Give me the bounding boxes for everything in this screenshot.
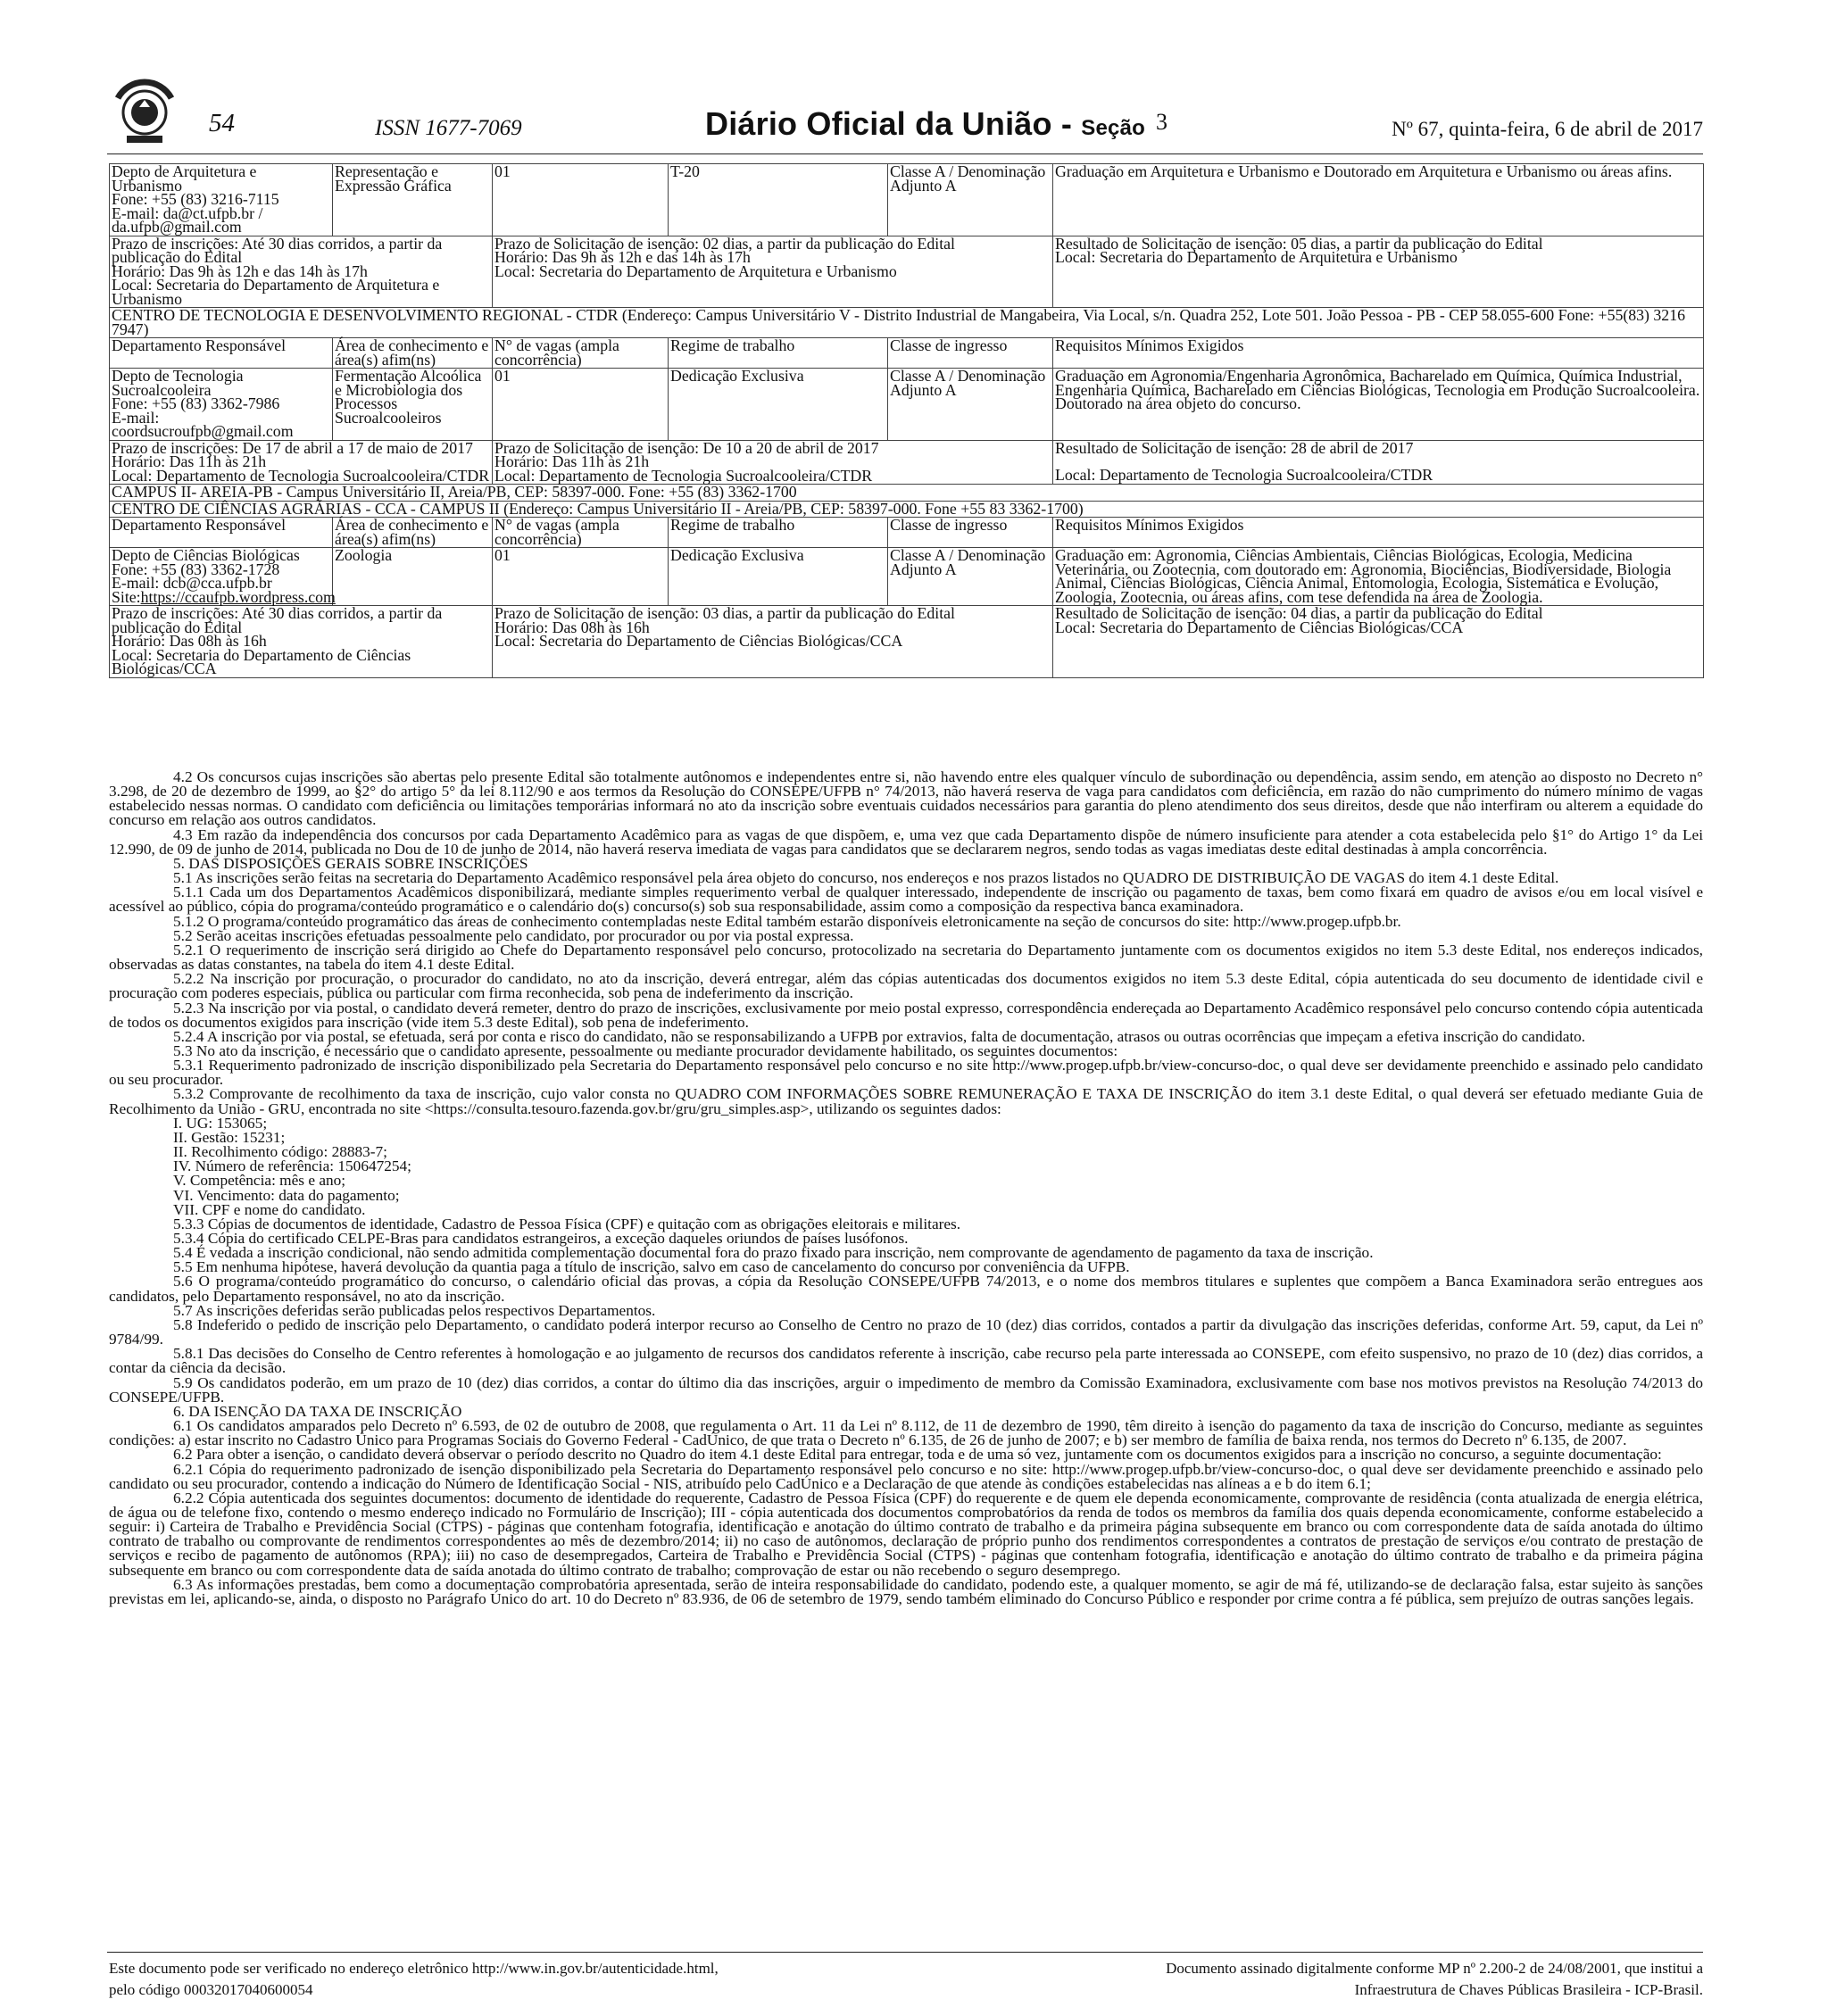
journal-title-text: Diário Oficial da União - [705, 105, 1082, 142]
dept-cell [110, 546, 336, 606]
campus-ii-cell: CAMPUS II- AREIA-PB - Campus Universitário II, Areia/PB, CEP: 58397-000. Fone: +55 (83) 3362-1700 [110, 485, 1704, 502]
paragraph: 5.1.1 Cada um dos Departamentos Acadêmicos disponibilizará, mediante simples requerimento verbal de qualquer interessado, independente de inscrição ou pagamento de taxas, bem como fixará em quadro de avisos e/ou em local visível e acessível ao público, cópia do programa/conteúdo programático e o calendário do(s) concurso(s) sob sua responsabilidade, assim como a composição da respectiva banca examinadora. [109, 884, 1703, 916]
col-header-vagas: N° de vagas (ampla concorrência) [493, 338, 669, 369]
local-line: Local: Secretaria do Departamento de Arquitetura e Urbanismo [112, 276, 440, 308]
paragraph: 5.1 As inscrições serão feitas na secretaria do Departamento Acadêmico responsável pela área objeto do concurso, nos endereços e nos prazos listados no QUADRO DE DISTRIBUIÇÃO DE VAGAS do item 4.1 deste Edital. [173, 869, 1559, 887]
paragraph: 5.3.3 Cópias de documentos de identidade, Cadastro de Pessoa Física (CPF) e quitação com as obrigações eleitorais e militares. [173, 1215, 961, 1232]
footer-signature-line: Documento assinado digitalmente conforme MP nº 2.200-2 de 24/08/2001, que institui a [1166, 1960, 1703, 1977]
table-row [110, 501, 1704, 518]
requisitos-cell: Graduação em Agronomia/Engenharia Agronômica, Bacharelado em Química, Química Industrial, Engenharia Química, Bacharelado em Ciências Biológicas, Tecnologia em Produção Sucroalcooleira. Doutorado na área objeto do concurso. [1053, 369, 1704, 441]
paragraph: 5.2.1 O requerimento de inscrição será dirigido ao Chefe do Departamento responsável pelo concurso, protocolizado na secretaria do Departamento juntamente com os documentos exigidos no item 5.3 deste Edital, nos endereços indicados, observadas as datas constantes, na tabela do item 4.1 deste Edital. [109, 941, 1703, 974]
list-item: VII. CPF e nome do candidato. [173, 1200, 366, 1218]
site-label: Site: [112, 587, 141, 606]
local-line: Local: Secretaria do Departamento de Ciências Biológicas/CCA [494, 632, 903, 650]
horario-line: Horário: Das 11h às 21h [494, 452, 650, 470]
prazo-line: Prazo de inscrições: Até 30 dias corridos, a partir da publicação do Edital [112, 604, 443, 636]
footer-rule [107, 1952, 1703, 1953]
dept-name: Depto de Ciências Biológicas [112, 546, 300, 564]
horario-line: Horário: Das 11h às 21h [112, 452, 267, 470]
requisitos-cell: Graduação em Arquitetura e Urbanismo e Doutorado em Arquitetura e Urbanismo ou áreas afins. [1053, 164, 1704, 236]
dept-cell [110, 164, 333, 236]
col-header-classe: Classe de ingresso [888, 518, 1053, 548]
paragraph: 6.3 As informações prestadas, bem como a documentação comprobatória apresentada, serão de inteira responsabilidade do candidato, podendo este, a qualquer momento, se agir de má fé, utilizando-se de declaração falsa, estar sujeito às sanções previstas em lei, aplicando-se, ainda, o disposto no Parágrafo Único do art. 10 do Decreto nº 83.936, de 06 de setembro de 1979, sendo também eliminado do Concurso Público e responder por crime contra a fé pública, sem prejuízo de outras sanções legais. [109, 1575, 1703, 1607]
paragraph: 5.7 As inscrições deferidas serão publicadas pelos respectivos Departamentos. [173, 1301, 656, 1319]
vagas-cell: 01 [493, 164, 669, 236]
local-line: Local: Secretaria do Departamento de Arquitetura e Urbanismo [1055, 248, 1458, 266]
ctdr-header-cell: CENTRO DE TECNOLOGIA E DESENVOLVIMENTO REGIONAL - CTDR (Endereço: Campus Universitário V - Distrito Industrial de Mangabeira, Via Local, s/n. Quadra 252, Lote 501. João Pessoa - PB - CEP 58.055-600 Fone: +55(83) 3216 7947) [110, 308, 1704, 338]
table-row [110, 606, 1704, 678]
paragraph: 5.8.1 Das decisões do Conselho de Centro referentes à homologação e ao julgamento de recursos dos candidatos referente à inscrição, cabe recurso pela parte interessada ao CONSEPE, com efeito suspensivo, no prazo de 10 (dez) dias corridos, a contar da ciência da decisão. [109, 1345, 1703, 1377]
page-header [107, 107, 1703, 150]
regime-cell: T-20 [669, 164, 888, 236]
local-line: Local: Secretaria do Departamento de Arquitetura e Urbanismo [494, 261, 897, 280]
vagas-cell: 01 [493, 369, 669, 441]
regime-cell: Dedicação Exclusiva [669, 548, 888, 606]
cca-header-cell: CENTRO DE CIÊNCIAS AGRÁRIAS - CCA - CAMPUS II (Endereço: Campus Universitário II - Areia/PB, CEP: 58397-000. Fone +55 83 3362-1700) [110, 501, 1704, 518]
area-cell: Representação e Expressão Gráfica [333, 164, 493, 236]
vagas-cell: 01 [493, 548, 669, 606]
paragraph: 6.2.2 Cópia autenticada dos seguintes documentos: documento de identidade do requerente, Cadastro de Pessoa Física (CPF) do requerente e de quem ele dependa economicamente, comprovante de residência (conta atualizada de energia elétrica, de água ou de telefone fixo, contendo o mesmo endereço indicado no Formulário de Inscrição); III - cópia autenticada dos documentos comprobatórios da renda de todos os membros da família dos quais dependa economicamente, conforme estabelecido a seguir: i) Carteira de Trabalho e Previdência Social (CTPS) - páginas que contenham fotografia, identificação e anotação do último contrato de trabalho e da primeira página subsequente em branco ou com correspondente data de saída anotada do último contrato de trabalho ou comprovante de rendimentos correspondentes ao mês de dezembro/2014; ii) no caso de autônomos, declaração de próprio punho dos rendimentos correspondentes a contratos de prestação de serviços e/ou contrato de prestação de serviços e recibo de pagamento de autônomos (RPA); iii) no caso de desempregados, Carteira de Trabalho e Previdência Social (CTPS) - páginas que contenham fotografia, identificação e anotação do último contrato de trabalho e da primeira página subsequente em branco ou com correspondente data de saída anotada do último contrato de trabalho; comprovação de estar ou não recebendo o seguro desemprego. [109, 1489, 1703, 1579]
list-item: II. Gestão: 15231; [173, 1128, 286, 1146]
page-number: 54 [209, 109, 235, 137]
paragraph: 5.3.2 Comprovante de recolhimento da taxa de inscrição, cujo valor consta no QUADRO COM INFORMAÇÕES SOBRE REMUNERAÇÃO E TAXA DE INSCRIÇÃO do item 3.1 deste Edital, o qual deverá ser efetuado mediante Guia de Recolhimento da União - GRU, encontrada no site <https://consulta.tesouro.fazenda.gov.br/gru/gru_simples.asp>, utilizando os seguintes dados: [109, 1085, 1703, 1117]
table-header-row [110, 338, 1704, 369]
paragraph: 5.2.4 A inscrição por via postal, se efetuada, será por conta e risco do candidato, não se responsabilizando a UFPB por extravios, falta de documentação, atrasos ou outras ocorrências que impeçam a efetiva inscrição do candidato. [173, 1027, 1586, 1045]
footer-signature [1166, 1958, 1703, 2001]
prazo-inscricoes-cell [110, 236, 493, 308]
section-number: 3 [1156, 109, 1168, 135]
paragraph: 6.2 Para obter a isenção, o candidato deverá observar o período descrito no Quadro do item 4.1 deste Edital para entregar, toda e de uma só vez, juntamente com os documentos exigidos para a inscrição no concurso, a seguinte documentação: [173, 1446, 1662, 1464]
footer-verification [109, 1958, 719, 2001]
table-row [110, 369, 1704, 441]
paragraph: 5.2.3 Na inscrição por via postal, o candidato deverá remeter, dentro do prazo de inscrições, exclusivamente por meio postal expresso, correspondência endereçada ao Departamento Acadêmico responsável pelo concurso contendo cópia autenticada de todos os documentos exigidos para inscrição (vide item 5.3 deste Edital), sob pena de indeferimento. [109, 999, 1703, 1031]
prazo-line: Prazo de Solicitação de isenção: 03 dias, a partir da publicação do Edital [494, 604, 955, 622]
section-word: Seção [1081, 116, 1145, 140]
table-header-row [110, 518, 1704, 548]
paragraph: 5.3.4 Cópia do certificado CELPE-Bras para candidatos estrangeiros, a exceção daqueles oriundos de países lusófonos. [173, 1230, 909, 1247]
classe-cell: Classe A / Denominação Adjunto A [888, 164, 1053, 236]
table-row [110, 485, 1704, 502]
dept-email: E-mail: dcb@cca.ufpb.br [112, 574, 272, 592]
regime-cell: Dedicação Exclusiva [669, 369, 888, 441]
col-header-dept: Departamento Responsável [110, 338, 333, 369]
edital-body [109, 770, 1703, 1606]
resultado-isencao-cell [1053, 606, 1704, 678]
table-row [110, 164, 1704, 236]
prazo-line: Prazo de inscrições: De 17 de abril a 17 de maio de 2017 [112, 438, 473, 457]
prazo-isencao-cell [493, 440, 1053, 485]
dept-phone: Fone: +55 (83) 3362-1728 [112, 560, 280, 578]
col-header-requisitos: Requisitos Mínimos Exigidos [1053, 338, 1704, 369]
paragraph: 5.6 O programa/conteúdo programático do concurso, o calendário oficial das provas, a cópia da Resolução CONSEPE/UFPB 74/2013, e o nome dos membros titulares e suplentes que compõem a Banca Examinadora serão entregues aos candidatos, pelo Departamento responsável, no ato da inscrição. [109, 1273, 1703, 1305]
col-header-area: Área de conhecimento e área(s) afim(ns) [333, 518, 493, 548]
dept-name: Depto de Tecnologia Sucroalcooleira [112, 367, 244, 399]
journal-title [705, 105, 1167, 143]
resultado-line: Resultado de Solicitação de isenção: 28 de abril de 2017 [1055, 438, 1414, 457]
table-row [110, 548, 1704, 606]
col-header-regime: Regime de trabalho [669, 338, 888, 369]
dept-name: Depto de Arquitetura e Urbanismo [112, 162, 257, 195]
horario-line: Horário: Das 9h às 12h e das 14h às 17h [494, 248, 751, 266]
dept-email: E-mail: coordsucroufpb@gmail.com [112, 408, 294, 440]
issue-date: Nº 67, quinta-feira, 6 de abril de 2017 [1392, 118, 1703, 140]
col-header-dept: Departamento Responsável [110, 518, 333, 548]
dept-email-alt: da.ufpb@gmail.com [112, 218, 242, 236]
table-row [110, 236, 1704, 308]
classe-cell: Classe A / Denominação Adjunto A [888, 369, 1053, 441]
table-row [110, 440, 1704, 485]
paragraph: 5.4 É vedada a inscrição condicional, não sendo admitida complementação documental fora do prazo fixado para inscrição, nem comprovante de agendamento de pagamento da taxa de inscrição. [173, 1244, 1374, 1262]
local-line: Local: Departamento de Tecnologia Sucroalcooleira/CTDR [494, 466, 873, 485]
dept-phone: Fone: +55 (83) 3362-7986 [112, 394, 280, 412]
paragraph: 4.2 Os concursos cujas inscrições são abertas pelo presente Edital são totalmente autônomos e independentes entre si, não havendo entre eles qualquer vínculo de subordinação ou dependência, assim sendo, em atenção ao disposto no Decreto n° 3.298, de 20 de dezembro de 1999, ao §2° do artigo 5° da lei 8.112/90 e aos termos da Resolução do CONSEPE/UFPB n° 74/2013, não haverá reserva de vaga para candidatos com deficiência, em razão do não cumprimento do número mínimo de vagas estabelecido nessas normas. O candidato com deficiência ou limitações temporárias informará no ato da inscrição sobre eventuais cuidados necessários para garantia do pleno atendimento dos seus direitos, desde que não interfiram ou alterem a equidade do concurso em relação aos outros candidatos. [109, 768, 1703, 829]
table-row [110, 308, 1704, 338]
footer-verification-line: Este documento pode ser verificado no endereço eletrônico http://www.in.gov.br/autenticidade.html, [109, 1960, 719, 1977]
paragraph: 4.3 Em razão da independência dos concursos por cada Departamento Acadêmico para as vagas de que dispõem, e, uma vez que cada Departamento dispõe de número insuficiente para atender a cota estabelecida pelo §1° do Artigo 1° da Lei 12.990, de 09 de junho de 2014, publicada no Dou de 10 de junho de 2014, não haverá reserva imediata de vagas para candidatos que se declararem negros, sendo todas as vagas imediatas deste edital destinadas à ampla concorrência. [109, 825, 1703, 858]
paragraph: 5.8 Indeferido o pedido de inscrição pelo Departamento, o candidato poderá interpor recurso ao Conselho de Centro no prazo de 10 (dez) dias corridos, contados a partir da divulgação das inscrições deferidas, conforme Art. 59, caput, da Lei nº 9784/99. [109, 1315, 1703, 1348]
col-header-requisitos: Requisitos Mínimos Exigidos [1053, 518, 1704, 548]
paragraph: 5.2.2 Na inscrição por procuração, o procurador do candidato, no ato da inscrição, deverá entregar, além das cópias autenticadas dos documentos exigidos no item 5.3 deste Edital, cópia autenticada do seu documento de identidade civil e procuração com poderes especiais, pública ou particular com firma reconhecida, sob pena de indeferimento da inscrição. [109, 970, 1703, 1002]
paragraph: 5.2 Serão aceitas inscrições efetuadas pessoalmente pelo candidato, por procurador ou por via postal expressa. [173, 926, 854, 944]
horario-line: Horário: Das 08h às 16h [112, 632, 267, 650]
prazo-line: Prazo de inscrições: Até 30 dias corridos, a partir da publicação do Edital [112, 234, 443, 266]
prazo-line: Prazo de Solicitação de isenção: 02 dias, a partir da publicação do Edital [494, 234, 955, 253]
paragraph: 6.2.1 Cópia do requerimento padronizado de isenção disponibilizado pela Secretaria do Departamento responsável pelo concurso e no site: http://www.progep.ufpb.br/view-concurso-doc, o qual deve ser devidamente preenchido e assinado pelo candidato ou seu procurador, contendo a indicação do Número de Identificação Social - NIS, atribuído pelo CadÚnico e a Declaração de que atende às condições estabelecidas nas alíneas a e b do item 6.1; [109, 1460, 1703, 1492]
paragraph: 5.9 Os candidatos poderão, em um prazo de 10 (dez) dias corridos, a contar do último dia das inscrições, arguir o impedimento de membro da Comissão Examinadora, exclusivamente com base nos motivos previstos na Resolução 74/2013 do CONSEPE/UFPB. [109, 1373, 1703, 1406]
issn: ISSN 1677-7069 [375, 116, 522, 140]
paragraph: 5.3 No ato da inscrição, é necessário que o candidato apresente, pessoalmente ou mediante procurador devidamente habilitado, os seguintes documentos: [173, 1041, 1118, 1059]
col-header-regime: Regime de trabalho [669, 518, 888, 548]
list-item: IV. Número de referência: 150647254; [173, 1157, 411, 1175]
local-line: Local: Departamento de Tecnologia Sucroalcooleira/CTDR [112, 466, 490, 485]
prazo-inscricoes-cell [110, 440, 493, 485]
requisitos-cell: Graduação em: Agronomia, Ciências Ambientais, Ciências Biológicas, Ecologia, Medicina Veterinária, ou Zootecnia, com doutorado em: Agronomia, Biociências, Biodiversidade, Biologia Animal, Ciências Biológicas, Ciência Animal, Entomologia, Ecologia, Sistemática e Evolução, Zoologia, Zootecnia, ou áreas afins, com tese defendida na área de Zoologia. [1053, 548, 1704, 606]
vacancy-table [109, 163, 1704, 678]
paragraph: 5.3.1 Requerimento padronizado de inscrição disponibilizado pela Secretaria do Departamento responsável pelo concurso e no site http://www.progep.ufpb.br/view-concurso-doc, o qual deve ser devidamente preenchido e assinado pelo candidato ou seu procurador. [109, 1057, 1703, 1089]
resultado-line: Resultado de Solicitação de isenção: 05 dias, a partir da publicação do Edital [1055, 234, 1543, 253]
paragraph: 5.5 Em nenhuma hipótese, haverá devolução da quantia paga a título de inscrição, salvo em caso de cancelamento do concurso por conveniência da UFPB. [173, 1258, 1130, 1276]
area-cell: Zoologia [333, 548, 493, 606]
dept-phone: Fone: +55 (83) 3216-7115 [112, 190, 279, 208]
col-header-area: Área de conhecimento e área(s) afim(ns) [333, 338, 493, 369]
header-rule [107, 153, 1703, 154]
local-line: Local: Secretaria do Departamento de Ciências Biológicas/CCA [112, 645, 411, 677]
section-heading: 6. DA ISENÇÃO DA TAXA DE INSCRIÇÃO [173, 1402, 462, 1420]
imprensa-nacional-seal-icon [107, 71, 182, 146]
footer-icp-line: Infraestrutura de Chaves Públicas Brasileira - ICP-Brasil. [1354, 1981, 1703, 1998]
prazo-isencao-cell [493, 606, 1053, 678]
list-item: I. UG: 153065; [173, 1114, 268, 1132]
col-header-vagas: N° de vagas (ampla concorrência) [493, 518, 669, 548]
footer-code-line: pelo código 00032017040600054 [109, 1981, 313, 1998]
prazo-inscricoes-cell [110, 606, 493, 678]
dept-email: E-mail: da@ct.ufpb.br / [112, 203, 263, 222]
dept-site [112, 587, 336, 606]
horario-line: Horário: Das 08h às 16h [494, 618, 650, 636]
resultado-isencao-cell [1053, 440, 1704, 485]
classe-cell: Classe A / Denominação Adjunto A [888, 548, 1053, 606]
prazo-isencao-cell [493, 236, 1053, 308]
section-heading: 5. DAS DISPOSIÇÕES GERAIS SOBRE INSCRIÇÕES [173, 854, 528, 872]
list-item: VI. Vencimento: data do pagamento; [173, 1186, 400, 1204]
area-cell: Fermentação Alcoólica e Microbiologia dos Processos Sucroalcooleiros [333, 369, 493, 441]
resultado-line: Resultado de Solicitação de isenção: 04 dias, a partir da publicação do Edital [1055, 604, 1543, 622]
horario-line: Horário: Das 9h às 12h e das 14h às 17h [112, 261, 368, 280]
local-line: Local: Secretaria do Departamento de Ciências Biológicas/CCA [1055, 618, 1464, 636]
paragraph: 6.1 Os candidatos amparados pelo Decreto nº 6.593, de 02 de outubro de 2008, que regulamenta o Art. 11 da Lei nº 8.112, de 11 de dezembro de 1990, têm direito à isenção do pagamento da taxa de inscrição do Concurso, mediante as seguintes condições: a) estar inscrito no Cadastro Único para Programas Sociais do Governo Federal - CadÚnico, de que trata o Decreto nº 6.135, de 26 de junho de 2007; e b) ser membro de família de baixa renda, nos termos do Decreto nº 6.135, de 2007. [109, 1417, 1703, 1449]
list-item: V. Competência: mês e ano; [173, 1172, 346, 1190]
list-item: II. Recolhimento código: 28883-7; [173, 1143, 387, 1161]
paragraph: 5.1.2 O programa/conteúdo programático das áreas de conhecimento contempladas neste Edital também estarão disponíveis eletronicamente na seção de concursos do site: http://www.progep.ufpb.br. [173, 912, 1401, 930]
dept-cell [110, 369, 333, 441]
prazo-line: Prazo de Solicitação de isenção: De 10 a 20 de abril de 2017 [494, 438, 879, 457]
site-link[interactable]: https://ccaufpb.wordpress.com [140, 587, 336, 606]
col-header-classe: Classe de ingresso [888, 338, 1053, 369]
resultado-isencao-cell [1053, 236, 1704, 308]
local-line: Local: Departamento de Tecnologia Sucroalcooleira/CTDR [1055, 466, 1433, 484]
